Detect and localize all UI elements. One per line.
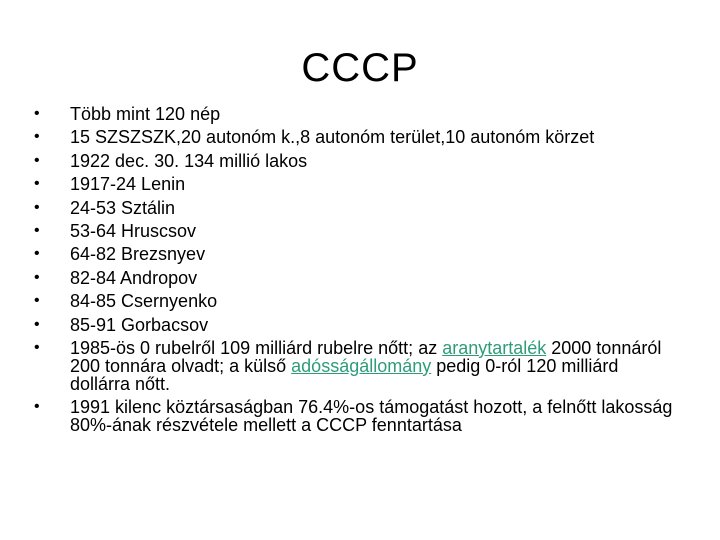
bullet-dot-icon: •: [34, 245, 40, 263]
bullet-dot-icon: •: [34, 151, 40, 169]
bullet-dot-icon: •: [34, 128, 40, 146]
list-item: [34, 398, 674, 434]
list-item: [34, 199, 674, 217]
list-item: [34, 105, 674, 123]
slide-title: CCCP: [301, 46, 419, 90]
list-item: [34, 128, 674, 146]
bullet-dot-icon: •: [34, 338, 40, 356]
list-item-text-part: 2000 tonnáról 200 tonnára olvadt; a külső: [70, 337, 662, 376]
list-item: [34, 175, 674, 193]
list-item-text: 15 SZSZSZK,20 autonóm k.,8 autonóm terület,10 autonóm körzet: [70, 127, 595, 148]
list-item: [34, 245, 674, 263]
bullet-dot-icon: •: [34, 221, 40, 239]
list-item-text-part: pedig 0-ról 120 milliárd dollárra nőtt.: [70, 355, 619, 394]
list-item-text: 24-53 Sztálin: [70, 197, 176, 218]
bullet-list: [34, 105, 674, 440]
list-item-text: Több mint 120 nép: [70, 104, 221, 124]
list-item-text: 1991 kilenc köztársaságban 76.4%-os támogatást hozott, a felnőtt lakosság 80%-ának részvétele mellett a CCCP fenntartása: [70, 397, 673, 436]
list-item: [34, 339, 674, 393]
list-item-text-part: 1985-ös 0 rubelről 109 milliárd rubelre nőtt; az: [70, 337, 443, 358]
bullet-dot-icon: •: [34, 198, 40, 216]
bullet-dot-icon: •: [34, 315, 40, 333]
link-adossagallomany[interactable]: adósságállomány: [291, 355, 432, 376]
bullet-dot-icon: •: [34, 175, 40, 193]
list-item: [34, 152, 674, 170]
list-item-text: 1917-24 Lenin: [70, 174, 186, 195]
list-item-text: 64-82 Brezsnyev: [70, 244, 206, 265]
bullet-dot-icon: •: [34, 292, 40, 310]
list-item: [34, 316, 674, 334]
list-item: [34, 292, 674, 310]
list-item-text: 1922 dec. 30. 134 millió lakos: [70, 150, 308, 171]
list-item: [34, 222, 674, 240]
bullet-dot-icon: •: [34, 268, 40, 286]
link-aranytartalek[interactable]: aranytartalék: [442, 337, 547, 358]
bullet-dot-icon: •: [34, 398, 40, 416]
list-item-text: 85-91 Gorbacsov: [70, 314, 209, 335]
bullet-dot-icon: •: [34, 105, 40, 122]
list-item-text: 84-85 Csernyenko: [70, 291, 218, 312]
list-item-text: 53-64 Hruscsov: [70, 220, 197, 241]
list-item: [34, 269, 674, 287]
list-item-text: 82-84 Andropov: [70, 267, 198, 288]
